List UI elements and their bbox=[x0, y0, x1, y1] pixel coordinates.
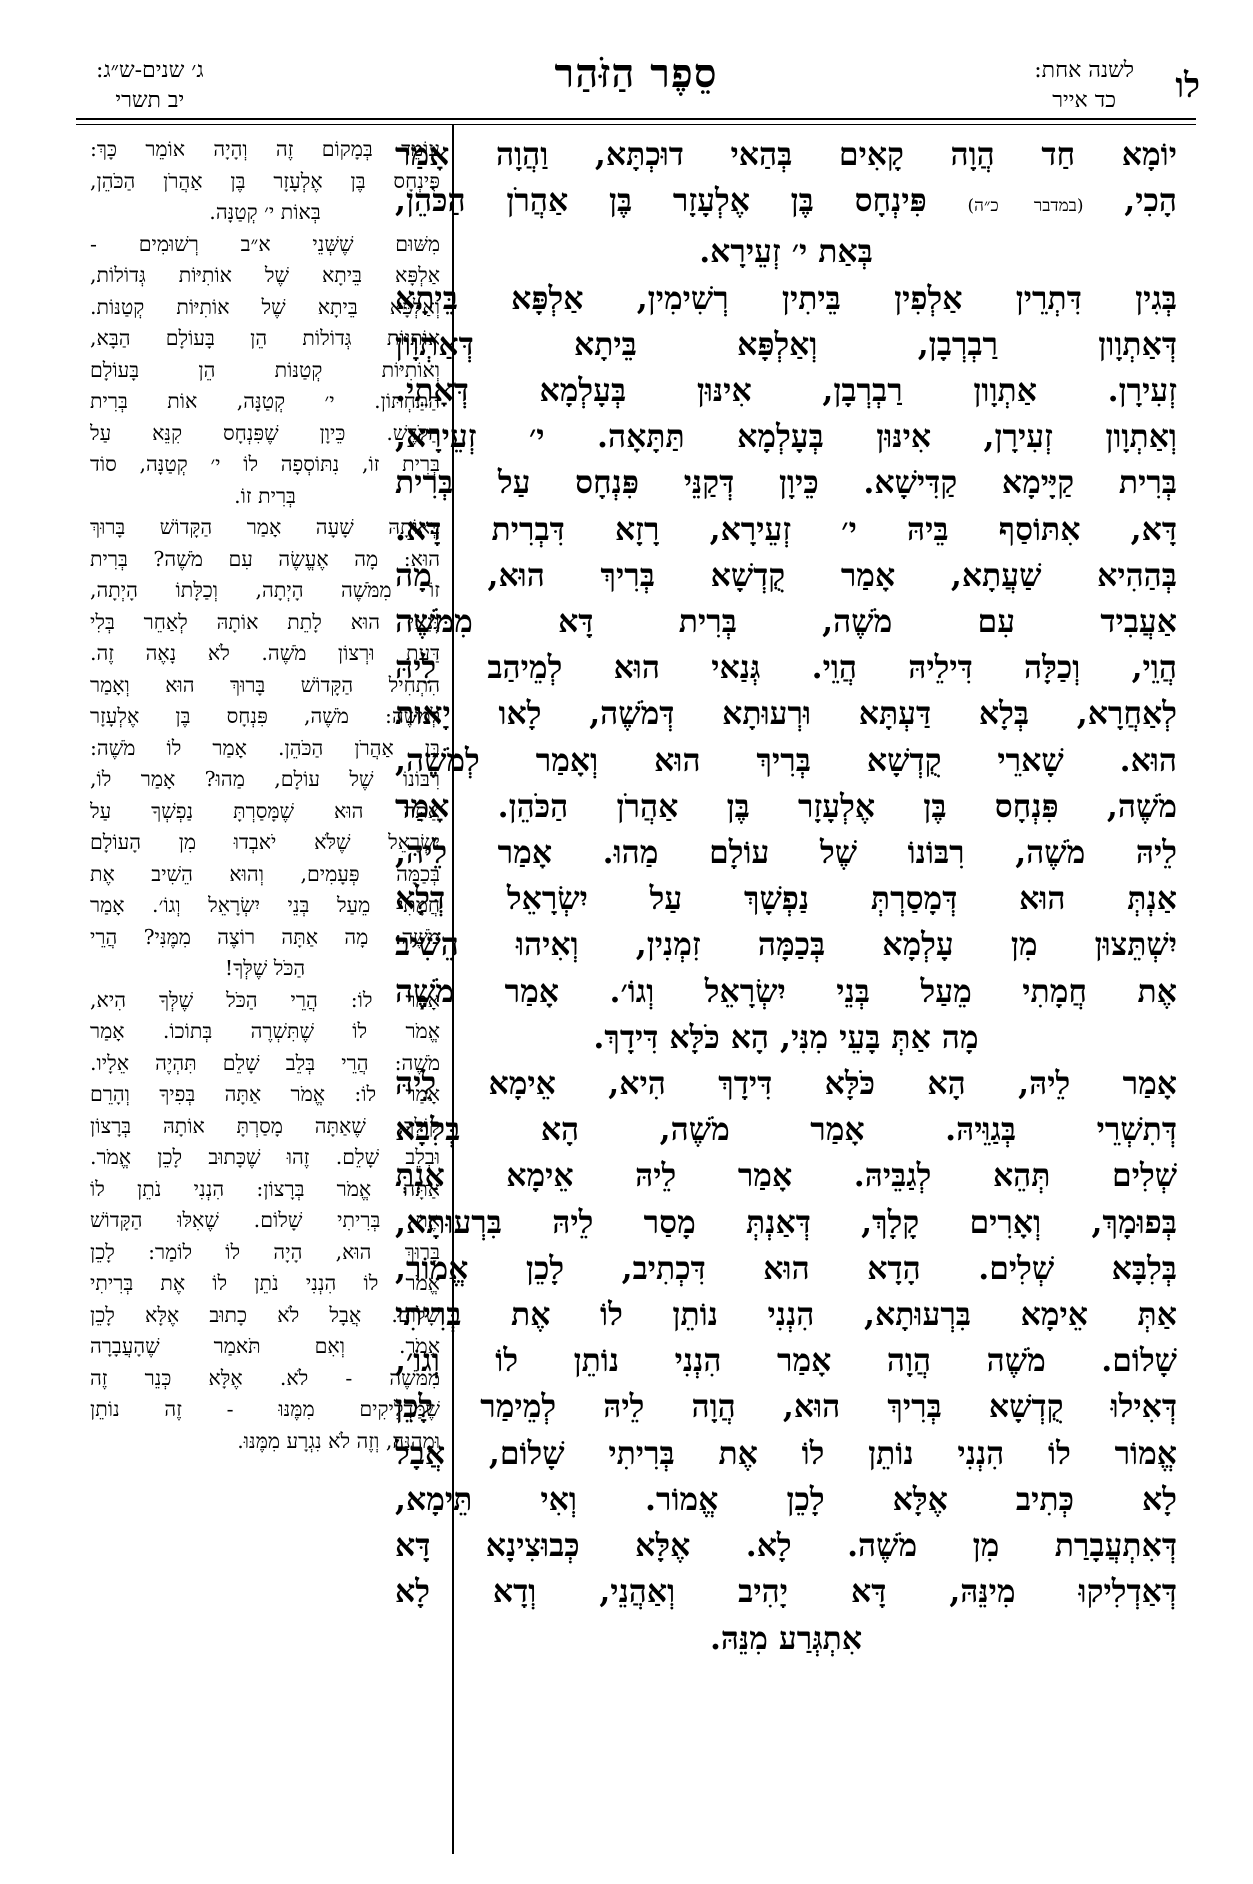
side-line: וְאַלְפָּא בֵּיתָא שֶׁל אוֹתִיּוֹת קְטַנּוֹת. bbox=[90, 294, 440, 319]
page-header bbox=[76, 46, 1200, 120]
side-line: הִתְחִיל הַקָּדוֹשׁ בָּרוּךְ הוּא וְאָמַר bbox=[90, 672, 440, 697]
side-line: בְּכַמָּה פְּעָמִים, וְהוּא הֵשִׁיב אֶת bbox=[90, 861, 440, 886]
side-line: בְּאוֹת י׳ קְטַנָּה. bbox=[209, 200, 321, 224]
header-left-line1: ג׳ שנים-ש״ג: bbox=[96, 58, 204, 83]
side-line: בֶּן אַהֲרֹן הַכֹּהֵן. אָמַר לוֹ מֹשֶׁה: bbox=[90, 735, 440, 760]
side-line: שֶׁמַּדְלִיקִים מִמֶּנּוּ - זֶה נוֹתֵן bbox=[90, 1397, 440, 1421]
side-line: וְאוֹתִיּוֹת קְטַנּוֹת הֵן בָּעוֹלָם bbox=[90, 357, 440, 382]
main-line: בְּהַהִיא שַׁעֲתָא, אָמַר קֻדְשָׁא בְּרִיךְ הוּא, מָה bbox=[395, 556, 1177, 594]
side-line: וּבְלֵב שָׁלֵם. זֶהוּ שֶׁכָּתוּב לָכֵן אֱמֹר. bbox=[90, 1145, 440, 1169]
side-line: מִמֹּשֶׁה - לֹא. אֶלָּא כְּנֵר זֶה bbox=[90, 1365, 440, 1390]
main-line: אַנְתְּ הוּא דְּמָסַרְתְּ נַפְשָׁךְ עַל יִשְׂרָאֵל דְּלָא bbox=[395, 880, 1177, 918]
main-line: אַעֲבִיד עִם מֹשֶׁה, בְּרִית דָּא מִמֹּשֶׁה bbox=[395, 603, 1177, 641]
main-text-column bbox=[395, 132, 1177, 1852]
main-line: בְּרִית קַיָּימָא קַדִּישָׁא. כֵּיוָן דְּקַנֵּי פִּנְחָס עַל בְּרִית bbox=[395, 464, 1177, 502]
header-rule bbox=[76, 118, 1196, 120]
side-line: אֶת בְּרִיתִי שָׁלוֹם. שֶׁאִלּוּ הַקָּדוֹשׁ bbox=[90, 1208, 440, 1232]
side-line: אוֹתִיּוֹת גְּדוֹלוֹת הֵן בָּעוֹלָם הַבָּא, bbox=[90, 326, 440, 350]
side-line: וּמְהַנֶּה, וְזֶה לֹא נִגְרָע מִמֶּנּוּ. bbox=[237, 1428, 440, 1453]
header-left-info bbox=[96, 56, 204, 116]
side-line: אָמַר לוֹ: אֱמֹר אַתָּה בְּפִיךָ וְהָרֵם bbox=[90, 1082, 440, 1106]
main-line: אֱמוֹר לוֹ הִנְנִי נוֹתֵן לוֹ אֶת בְּרִיתִי שָׁלוֹם, אֲבָל bbox=[395, 1434, 1177, 1472]
side-line: רִבּוֹנוֹ שֶׁל עוֹלָם, מַהוּ? אָמַר לוֹ, bbox=[90, 767, 440, 791]
side-line: אָמַר לוֹ: הֲרֵי הַכֹּל שֶׁלְּךָ הִיא, bbox=[90, 987, 440, 1012]
side-line: מִשּׁוּם שֶׁשְּׁנֵי א״ב רְשׁוּמִים - bbox=[90, 231, 440, 256]
main-line: אִתְגְּרַע מִנֵּהּ. bbox=[709, 1619, 863, 1657]
side-line: בָּרוּךְ הוּא, הָיָה לוֹ לוֹמַר: לָכֵן bbox=[90, 1239, 440, 1264]
side-line: מֹשֶׁה: מָה אַתָּה רוֹצֶה מִמֶּנִּי? הֲרֵי bbox=[90, 924, 440, 949]
side-line: לְמֹשֶׁה: מֹשֶׁה, פִּנְחָס בֶּן אֶלְעָזָר bbox=[90, 704, 440, 728]
side-line: אֱמֹר לוֹ הִנְנִי נֹתֵן לוֹ אֶת בְּרִיתִי bbox=[90, 1271, 440, 1295]
main-line-start: הָכִי, bbox=[1124, 182, 1177, 220]
side-line: עוֹמֵד בְּמָקוֹם זֶה וְהָיָה אוֹמֵר כָּךְ: bbox=[90, 137, 440, 161]
side-line: הַקֹּדֶשׁ. כֵּיוָן שֶׁפִּנְחָס קִנֵּא עַל bbox=[90, 420, 440, 445]
main-line: יִשְׁתֵּצוּן מִן עָלְמָא בְּכַמָּה זִמְנִין, וְאִיהוּ הֵשִׁיב bbox=[395, 926, 1177, 964]
main-line: בְּלִבָּא שְׁלִים. הָדָא הוּא דִּכְתִיב, לָכֵן אֱמוֹר, bbox=[395, 1249, 1177, 1287]
side-line: קוֹלְךָ, שֶׁאַתָּה מָסַרְתָּ אוֹתָהּ בְּרָצוֹן bbox=[90, 1113, 440, 1138]
main-line: דְּאִתְעֲבָרַת מִן מֹשֶׁה. לָא. אֶלָּא כְּבוּצִינָא דָּא bbox=[395, 1527, 1177, 1565]
main-line bbox=[395, 178, 1177, 229]
side-line: אַתָּה אֱמֹר בְּרָצוֹן: הִנְנִי נֹתֵן לוֹ bbox=[90, 1176, 440, 1201]
side-line: בְּרִית זוֹ, נִתּוֹסְפָה לוֹ י׳ קְטַנָּה, סוֹד bbox=[90, 452, 440, 476]
side-line: זוֹ מִמֹּשֶׁה הָיְתָה, וְכַלָּתוֹ הָיְתָה, bbox=[90, 578, 440, 602]
main-line: אֶת חֲמָתִי מֵעַל בְּנֵי יִשְׂרָאֵל וְגוֹ׳. אָמַר מֹשֶׁה bbox=[395, 972, 1177, 1010]
main-line: הוּא. שָׁארֵי קֻדְשָׁא בְּרִיךְ הוּא וְאָמַר לְמֹשֶׁה, bbox=[395, 741, 1177, 779]
main-line: לָא כְּתִיב אֶלָּא לָכֵן אֱמוֹר. וְאִי תֵּימָא, bbox=[395, 1480, 1177, 1518]
main-line: מָה אַתְּ בָּעֵי מִנִּי, הָא כֹּלָּא דִּידָךְ. bbox=[593, 1018, 979, 1056]
side-line: פִּינְחָס בֶּן אֶלְעָזָר בֶּן אַהֲרֹן הַכֹּהֵן, bbox=[90, 168, 440, 193]
main-line: שְׁלִים תְּהֵא לְגַבֵּיהּ. אָמַר לֵיהּ אֵימָא אַנְתְּ bbox=[395, 1157, 1177, 1195]
side-line: גְּנַאי הוּא לָתֵת אוֹתָהּ לְאַחֵר בְּלִי bbox=[90, 609, 440, 634]
main-line: זְעִירָן. אַתְוָון רַבְרְבָן, אִינּוּן בְּעָלְמָא דְּאָתֵי. bbox=[395, 372, 1177, 410]
main-line: מֹשֶׁה, פִּנְחָס בֶּן אֶלְעָזָר בֶּן אַהֲרֹן הַכֹּהֵן. אָמַר bbox=[395, 787, 1177, 825]
main-line: לְאַחֲרָא, בְּלָא דַּעְתָּא וּרְעוּתָא דְּמֹשֶׁה, לָאו יָאוּת bbox=[395, 695, 1177, 733]
main-line: אָמַר לֵיהּ, הָא כֹּלָּא דִּידָךְ הִיא, אֵימָא לֵיהּ bbox=[395, 1065, 1177, 1103]
side-line: אֱמֹר. וְאִם תֹּאמַר שֶׁהָעֲבָרָה bbox=[90, 1334, 440, 1358]
main-line-end: פִּינְחָס בֶּן אֶלְעָזָר בֶּן אַהֲרֹן הַכֹּהֵן, bbox=[395, 182, 927, 220]
side-line: חֲמָתִי מֵעַל בְּנֵי יִשְׂרָאֵל וְגוֹ׳. אָמַר bbox=[90, 893, 440, 917]
main-line: וְאַתְוָון זְעִירָן, אִינּוּן בְּעָלְמָא תַּתָּאָה. י׳ זְעֵירָא, bbox=[395, 418, 1177, 456]
header-right-line2: כד אייר bbox=[1052, 88, 1117, 113]
side-line: הַתַּחְתּוֹן. י׳ קְטַנָּה, אוֹת בְּרִית bbox=[90, 389, 440, 413]
main-line: יוֹמָא חַד הֲוָה קָאִים בְּהַאי דוּכְתָּא, וַהֲוָה אָמַר bbox=[395, 136, 1177, 173]
side-line: יִשְׂרָאֵל שֶׁלֹּא יֹאבְדוּ מִן הָעוֹלָם bbox=[90, 830, 440, 854]
main-line: בְּאַת י׳ זְעֵירָא. bbox=[699, 233, 873, 271]
side-line: אַתָּה הוּא שֶׁמָּסַרְתָּ נַפְשְׁךָ עַל bbox=[90, 798, 440, 823]
side-line: שָׁלוֹם. אֲבָל לֹא כָתוּב אֶלָּא לָכֵן bbox=[90, 1302, 440, 1327]
header-rule-thin bbox=[76, 124, 1196, 125]
side-line: הַכֹּל שֶׁלְּךָ! bbox=[224, 956, 306, 980]
header-right-line1: לשנה אחת: bbox=[1034, 58, 1134, 83]
side-line: אֱמֹר לוֹ שֶׁתִּשְׁרֶה בְּתוֹכוֹ. אָמַר bbox=[90, 1019, 440, 1043]
side-line: בְּאוֹתָהּ שָׁעָה אָמַר הַקָּדוֹשׁ בָּרוּךְ bbox=[90, 515, 440, 539]
side-line: אַלְפָּא בֵּיתָא שֶׁל אוֹתִיּוֹת גְּדוֹלוֹת, bbox=[90, 263, 440, 287]
main-line: דָּא, אִתּוֹסַף בֵּיהּ י׳ זְעֵירָא, רָזָא דִּבְרִית דָּא. bbox=[395, 510, 1177, 548]
book-title: סֵפֶר הַזֹּהַר bbox=[554, 50, 718, 97]
page-number: לו bbox=[1175, 66, 1200, 106]
main-line: בְּגִין דִּתְרֵין אַלְפִין בֵּיתִין רְשִׁימִין, אַלְפָּא בֵּיתָא bbox=[395, 279, 1177, 317]
main-line: אַתְּ אֵימָא בִּרְעוּתָא, הִנְנִי נוֹתֵן לוֹ אֶת בְּרִיתִי bbox=[395, 1296, 1177, 1334]
side-line: מֹשֶׁה: הֲרֵי בְּלֵב שָׁלֵם תִּהְיֶה אֵלָיו. bbox=[90, 1050, 440, 1075]
verse-reference: (במדבר כ״ה) bbox=[967, 196, 1084, 217]
side-line: דַּעַת וּרְצוֹן מֹשֶׁה. לֹא נָאֶה זֶה. bbox=[90, 641, 440, 665]
main-line: בְּפוּמָךְ, וְאָרִים קָלָךְ, דְּאַנְתְּ מָסַר לֵיהּ בִּרְעוּתָא, bbox=[395, 1203, 1177, 1241]
main-line: דְּאַדְלִיקוּ מִינֵּהּ, דָּא יָהִיב וְאַהֲנֵי, וְדָא לָא bbox=[395, 1573, 1177, 1611]
main-line: דְּאַתְוָון רַבְרְבָן, וְאַלְפָּא בֵּיתָא דְּאַתְוָון bbox=[395, 325, 1177, 363]
header-left-line2: יב תשרי bbox=[115, 88, 185, 113]
side-line: הוּא: מָה אֶעֱשֶׂה עִם מֹשֶׁה? בְּרִית bbox=[90, 546, 440, 571]
side-line: בְּרִית זוֹ. bbox=[234, 483, 296, 508]
translation-column bbox=[90, 134, 440, 1854]
main-line: דְּתִשְׁרֵי בְּגַוֵּיהּ. אָמַר מֹשֶׁה, הָא בְּלִבָּא bbox=[395, 1111, 1177, 1149]
main-line: הֲוֵי, וְכַלָּה דִּילֵיהּ הֲוֵי. גְּנַאי הוּא לְמֵיהַב לֵיהּ bbox=[395, 649, 1177, 687]
main-line: שָׁלוֹם. מֹשֶׁה הֲוָה אָמַר הִנְנִי נוֹתֵן לוֹ וְגוֹ׳, bbox=[395, 1342, 1177, 1380]
main-line: דְּאִילוּ קֻדְשָׁא בְּרִיךְ הוּא, הֲוָה לֵיהּ לְמֵימַר לָכֵן bbox=[395, 1388, 1177, 1426]
main-line: לֵיהּ מֹשֶׁה, רִבּוֹנוֹ שֶׁל עוֹלָם מַהוּ. אָמַר לֵיהּ, bbox=[395, 834, 1177, 872]
